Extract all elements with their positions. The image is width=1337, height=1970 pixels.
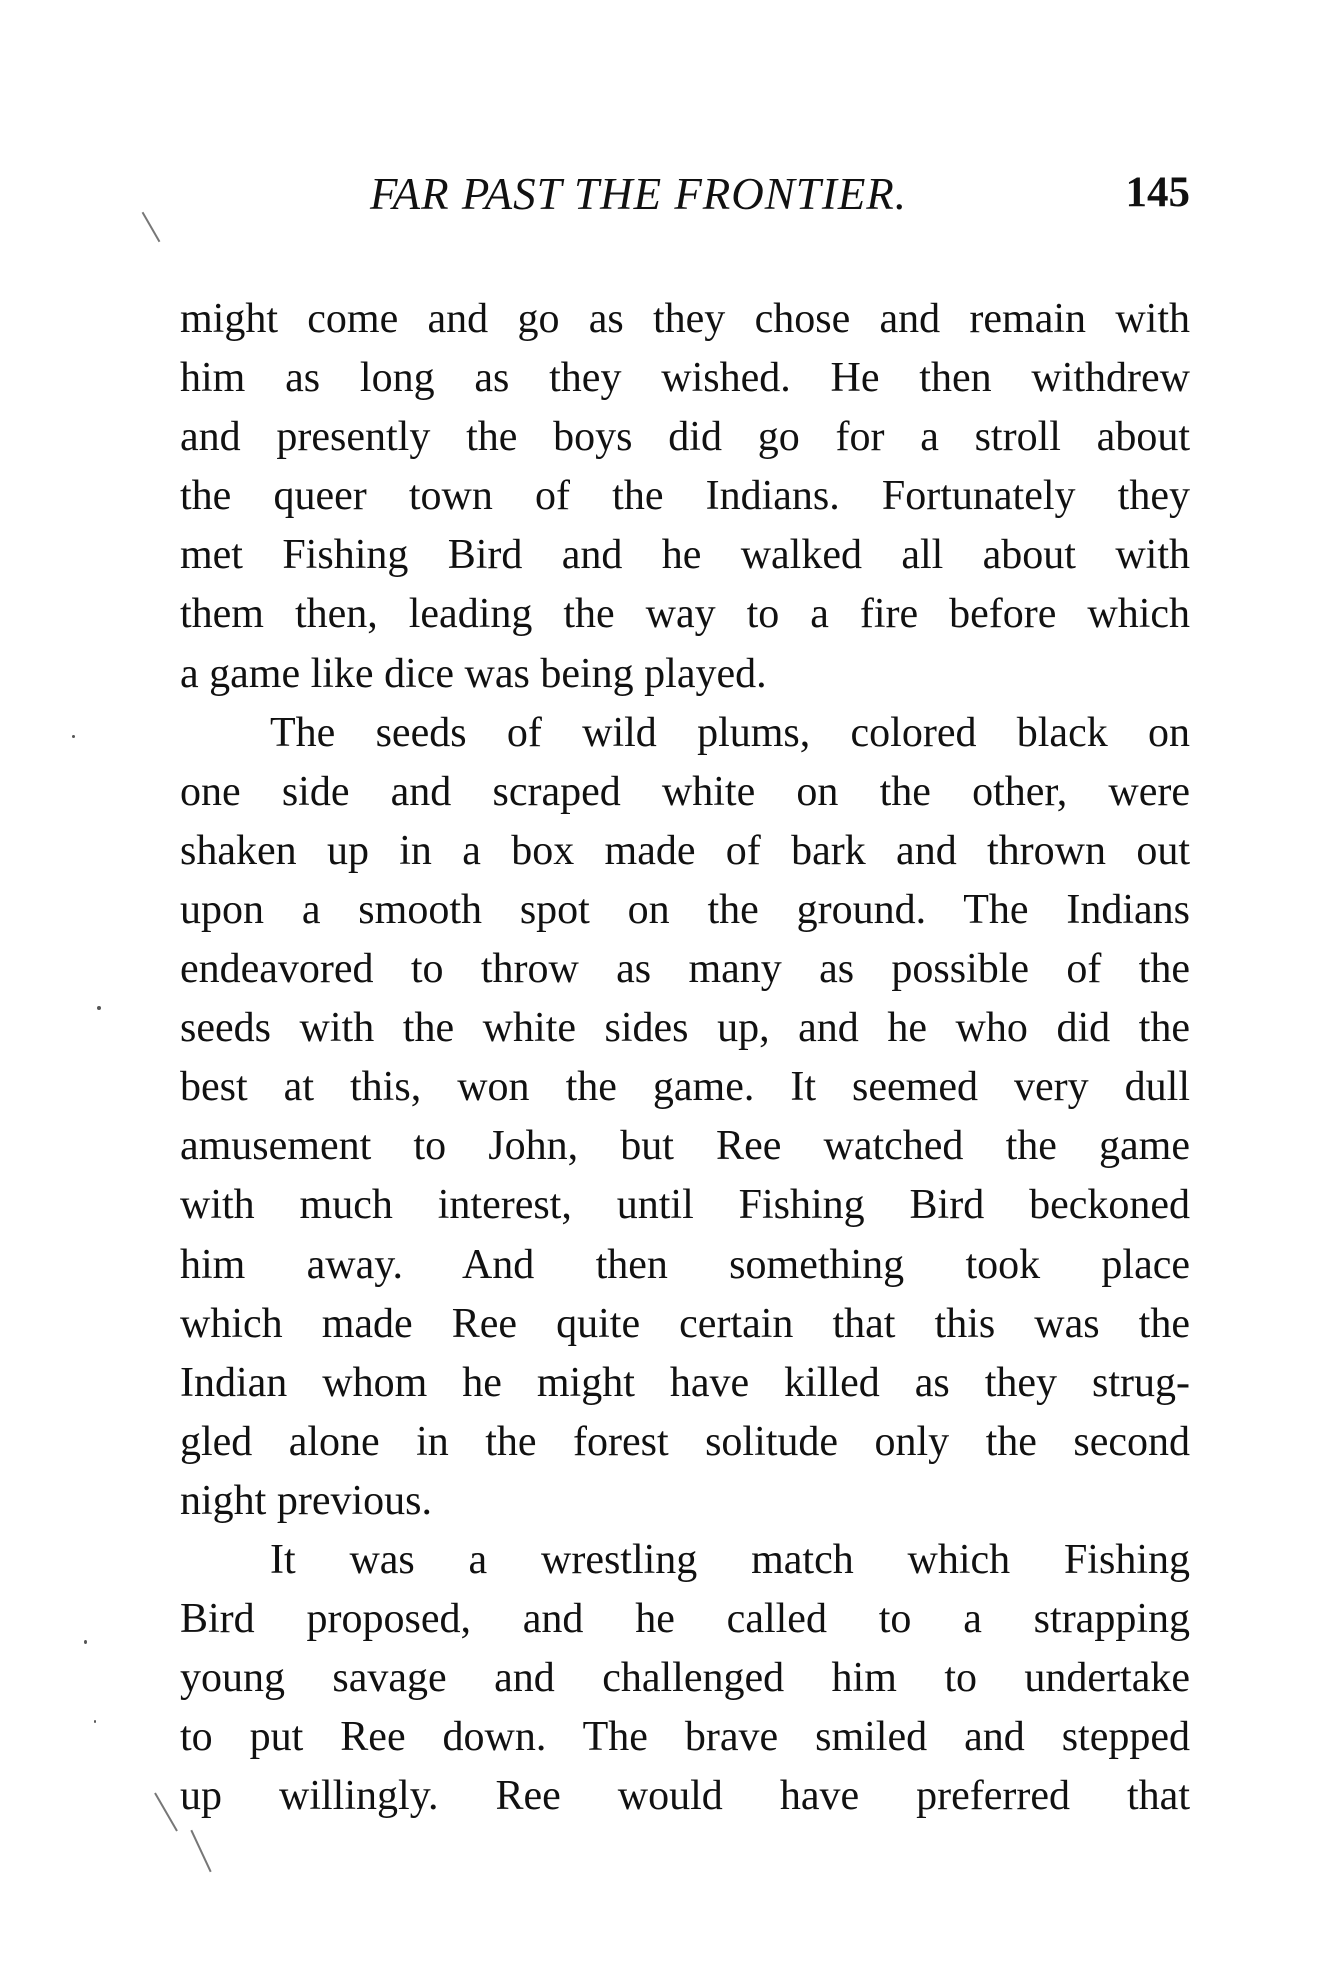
scan-speck <box>97 1006 101 1010</box>
text-line: the queer town of the Indians. Fortunately they <box>180 473 1190 520</box>
text-line: which made Ree quite certain that this was the <box>180 1300 1190 1347</box>
body-text <box>180 290 1190 1826</box>
scan-speck <box>94 1720 96 1723</box>
page-number: 145 <box>1125 169 1190 216</box>
text-line: gled alone in the forest solitude only the second <box>180 1418 1190 1465</box>
text-line: shaken up in a box made of bark and thrown out <box>180 827 1190 874</box>
text-line: met Fishing Bird and he walked all about with <box>180 532 1190 579</box>
scan-speck <box>72 735 75 738</box>
text-line: young savage and challenged him to undertake <box>180 1655 1190 1702</box>
text-line: upon a smooth spot on the ground. The Indians <box>180 886 1190 933</box>
text-line: him as long as they wished. He then withdrew <box>180 355 1190 402</box>
text-line: might come and go as they chose and remain with <box>180 296 1190 342</box>
scan-mark <box>154 1792 178 1831</box>
text-line: It was a wrestling match which Fishing <box>270 1536 1190 1583</box>
scan-mark <box>190 1830 211 1873</box>
text-line: and presently the boys did go for a stroll about <box>180 414 1190 461</box>
scan-mark <box>142 212 161 242</box>
text-line: Bird proposed, and he called to a strapping <box>180 1596 1190 1643</box>
running-head <box>180 168 1190 228</box>
text-line: with much interest, until Fishing Bird beckoned <box>180 1182 1190 1229</box>
running-title: FAR PAST THE FRONTIER. <box>370 169 908 219</box>
text-line: The seeds of wild plums, colored black on <box>270 709 1190 756</box>
text-line: him away. And then something took place <box>180 1241 1190 1288</box>
text-line: Indian whom he might have killed as they strug- <box>180 1359 1190 1406</box>
text-line: them then, leading the way to a fire before which <box>180 591 1190 638</box>
text-line: best at this, won the game. It seemed very dull <box>180 1064 1190 1111</box>
scan-speck <box>84 1640 87 1644</box>
text-line: endeavored to throw as many as possible of the <box>180 946 1190 993</box>
text-line: amusement to John, but Ree watched the game <box>180 1123 1190 1170</box>
text-line: seeds with the white sides up, and he who did the <box>180 1005 1190 1052</box>
text-line: to put Ree down. The brave smiled and stepped <box>180 1714 1190 1761</box>
text-line: one side and scraped white on the other, were <box>180 768 1190 815</box>
text-line: night previous. <box>180 1477 432 1524</box>
text-line: up willingly. Ree would have preferred that <box>180 1773 1190 1820</box>
text-line: a game like dice was being played. <box>180 650 767 697</box>
